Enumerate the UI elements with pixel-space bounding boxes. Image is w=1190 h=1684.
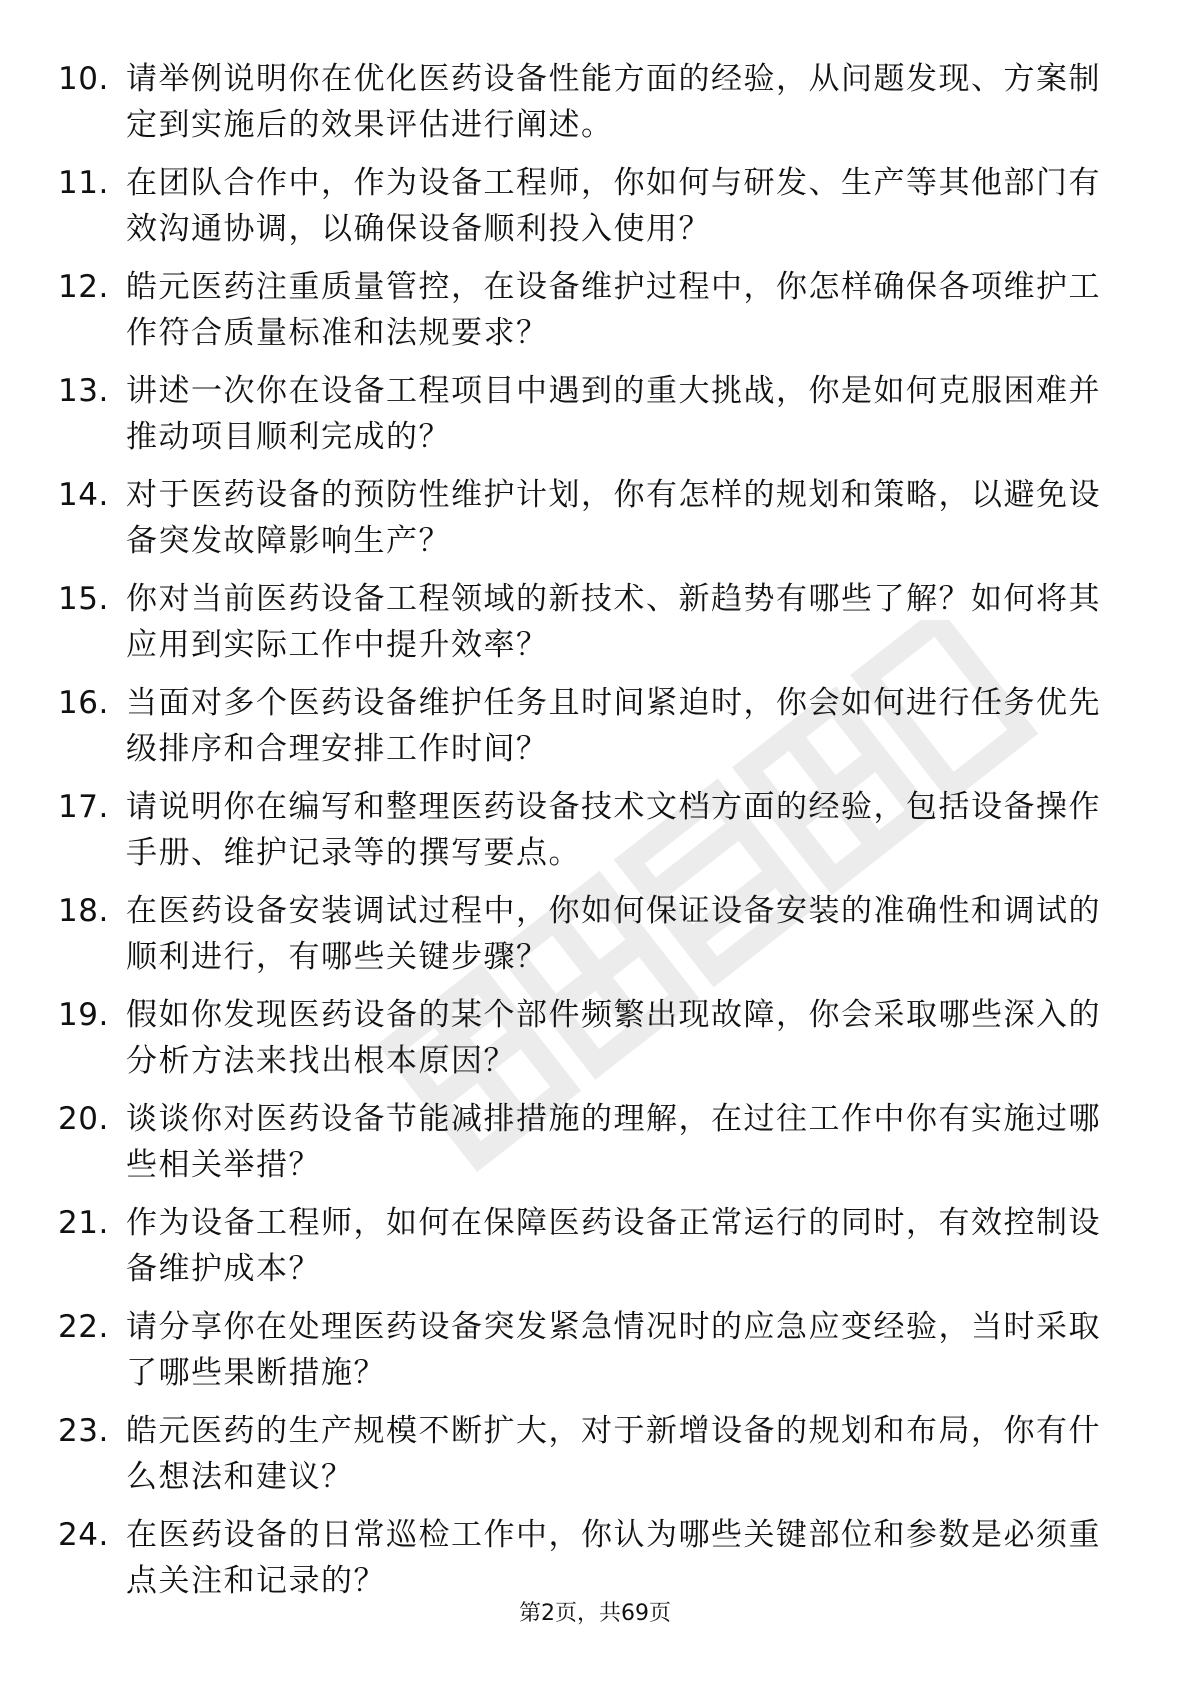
question-item bbox=[58, 676, 1118, 780]
question-number: 18. bbox=[58, 893, 109, 929]
question-text: 在团队合作中，作为设备工程师，你如何与研发、生产等其他部门有效沟通协调，以确保设备顺利投入使用？ bbox=[126, 165, 1101, 247]
question-number: 13. bbox=[58, 373, 109, 409]
question-number: 23. bbox=[58, 1413, 109, 1449]
question-number: 22. bbox=[58, 1309, 109, 1345]
question-text: 假如你发现医药设备的某个部件频繁出现故障，你会采取哪些深入的分析方法来找出根本原因？ bbox=[126, 997, 1101, 1079]
question-number: 21. bbox=[58, 1205, 109, 1241]
question-text: 请举例说明你在优化医药设备性能方面的经验，从问题发现、方案制定到实施后的效果评估进行阐述。 bbox=[126, 61, 1101, 143]
question-text: 谈谈你对医药设备节能减排措施的理解，在过往工作中你有实施过哪些相关举措？ bbox=[126, 1101, 1101, 1183]
question-number: 10. bbox=[58, 61, 109, 97]
question-item bbox=[58, 1092, 1118, 1196]
question-item bbox=[58, 468, 1118, 572]
question-item bbox=[58, 364, 1118, 468]
question-text: 当面对多个医药设备维护任务且时间紧迫时，你会如何进行任务优先级排序和合理安排工作时间？ bbox=[126, 685, 1101, 767]
question-text: 你对当前医药设备工程领域的新技术、新趋势有哪些了解？如何将其应用到实际工作中提升效率？ bbox=[126, 581, 1101, 663]
question-item bbox=[58, 1404, 1118, 1508]
question-item bbox=[58, 156, 1118, 260]
page-number-label: 第2页，共69页 bbox=[519, 1601, 671, 1626]
question-number: 15. bbox=[58, 581, 109, 617]
question-number: 11. bbox=[58, 165, 109, 201]
question-item bbox=[58, 572, 1118, 676]
question-item bbox=[58, 780, 1118, 884]
question-text: 对于医药设备的预防性维护计划，你有怎样的规划和策略，以避免设备突发故障影响生产？ bbox=[126, 477, 1101, 559]
question-item bbox=[58, 1300, 1118, 1404]
question-item bbox=[58, 884, 1118, 988]
question-number: 24. bbox=[58, 1517, 109, 1553]
question-text: 皓元医药的生产规模不断扩大，对于新增设备的规划和布局，你有什么想法和建议？ bbox=[126, 1413, 1101, 1495]
page-footer bbox=[0, 1596, 1190, 1627]
question-item bbox=[58, 988, 1118, 1092]
question-number: 16. bbox=[58, 685, 109, 721]
question-number: 17. bbox=[58, 789, 109, 825]
question-number: 12. bbox=[58, 269, 109, 305]
question-list bbox=[58, 52, 1118, 1612]
question-text: 请说明你在编写和整理医药设备技术文档方面的经验，包括设备操作手册、维护记录等的撰写要点。 bbox=[126, 789, 1101, 871]
question-number: 14. bbox=[58, 477, 109, 513]
question-text: 讲述一次你在设备工程项目中遇到的重大挑战，你是如何克服困难并推动项目顺利完成的？ bbox=[126, 373, 1101, 455]
question-number: 20. bbox=[58, 1101, 109, 1137]
question-text: 作为设备工程师，如何在保障医药设备正常运行的同时，有效控制设备维护成本？ bbox=[126, 1205, 1101, 1287]
question-text: 请分享你在处理医药设备突发紧急情况时的应急应变经验，当时采取了哪些果断措施？ bbox=[126, 1309, 1101, 1391]
question-text: 在医药设备的日常巡检工作中，你认为哪些关键部位和参数是必须重点关注和记录的？ bbox=[126, 1517, 1101, 1599]
question-text: 在医药设备安装调试过程中，你如何保证设备安装的准确性和调试的顺利进行，有哪些关键步骤？ bbox=[126, 893, 1101, 975]
question-item bbox=[58, 260, 1118, 364]
question-item bbox=[58, 52, 1118, 156]
question-text: 皓元医药注重质量管控，在设备维护过程中，你怎样确保各项维护工作符合质量标准和法规要求？ bbox=[126, 269, 1101, 351]
question-item bbox=[58, 1196, 1118, 1300]
question-number: 19. bbox=[58, 997, 109, 1033]
